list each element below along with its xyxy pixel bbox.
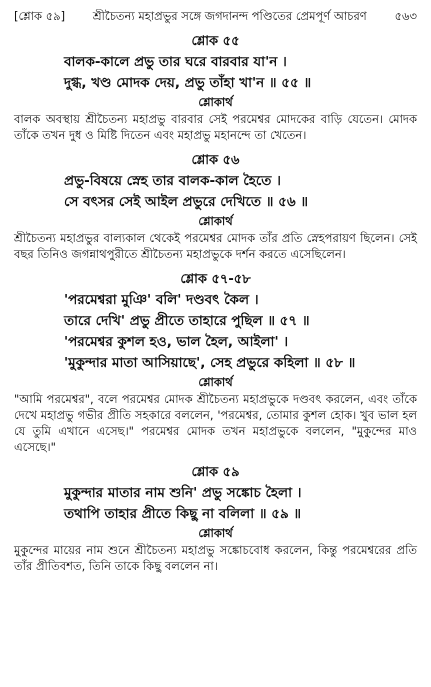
running-header (14, 8, 417, 24)
verse-text (64, 171, 417, 213)
translation-paragraph: মুকুন্দের মায়ের নাম শুনে শ্রীচৈতন্য মহাপ্রভু সঙ্কোচবোধ করলেন, কিন্তু পরমেশ্বরের প্রতি তাঁর প্রীতিবশত, তিনি তাকে কিছু বললেন না। (14, 543, 417, 573)
verse-line: 'পরমেশ্বর কুশল হও, ভাল হৈল, আইলা' । (64, 334, 289, 350)
verse-line: দুগ্ধ, খণ্ড মোদক দেয়, প্রভু তাঁহা খা'ন ॥ ৫৫ ॥ (64, 75, 312, 91)
verse-text (64, 483, 417, 525)
translation-heading: শ্লোকার্থ (198, 526, 233, 540)
verse-section-56 (14, 151, 417, 262)
verse-line: বালক-কালে প্রভু তার ঘরে বারবার যা'ন । (64, 54, 287, 70)
verse-line: মুকুন্দার মাতার নাম শুনি' প্রভু সঙ্কোচ হৈলা । (64, 485, 302, 501)
verse-section-55 (14, 32, 417, 143)
verse-line: প্রভু-বিষয়ে স্নেহ তার বালক-কাল হৈতে । (64, 173, 281, 189)
verse-label: শ্লোক ৫৭-৫৮ (180, 272, 251, 287)
verse-line: সে বৎসর সেই আইল প্রভুরে দেখিতে ॥ ৫৬ ॥ (64, 194, 308, 210)
verse-label: শ্লোক ৫৯ (191, 465, 240, 480)
verse-line: তথাপি তাহার প্রীতে কিছু না বলিলা ॥ ৫৯ ॥ (64, 506, 302, 522)
translation-paragraph: "আমি পরমেশ্বর", বলে পরমেশ্বর মোদক শ্রীচৈতন্য মহাপ্রভুকে দণ্ডবৎ করলেন, এবং তাঁকে দেখে মহাপ্রভু গভীর প্রীতি সহকারে বললেন, 'পরমেশ্বর, তোমার কুশল হোক। খুব ভাল হল যে তুমি এখানে এসেছ।" পরমেশ্বর মোদক তখন মহাপ্রভুকে বললেন, "মুকুন্দের মাও এসেছে।" (14, 392, 417, 454)
verse-section-57-58 (14, 270, 417, 455)
verse-line: 'মুকুন্দার মাতা আসিয়াছে', সেহ প্রভুরে কহিলা ॥ ৫৮ ॥ (64, 355, 356, 371)
verse-section-59 (14, 463, 417, 574)
translation-heading: শ্লোকার্থ (198, 214, 233, 228)
verse-line: 'পরমেশ্বরা মুঞি' বলি' দণ্ডবৎ কৈল । (64, 292, 259, 308)
verse-line: তারে দেখি' প্রভু প্রীতে তাহারে পুছিল ॥ ৫৭ ॥ (64, 313, 310, 329)
verse-label: শ্লোক ৫৫ (191, 34, 240, 49)
page-number: ৫৬৩ (394, 9, 417, 23)
translation-heading: শ্লোকার্থ (198, 95, 233, 109)
verse-text (64, 52, 417, 94)
header-verse-ref: [শ্লোক ৫৯] (14, 9, 66, 23)
translation-paragraph: বালক অবস্থায় শ্রীচৈতন্য মহাপ্রভু বারবার সেই পরমেশ্বর মোদকের বাড়ি যেতেন। মোদক তাঁকে তখন দুধ ও মিষ্টি দিতেন এবং মহাপ্রভু মহানন্দে তা খেতেন। (14, 112, 417, 142)
translation-heading: শ্লোকার্থ (198, 375, 233, 389)
verse-label: শ্লোক ৫৬ (191, 153, 240, 168)
verse-text (64, 290, 417, 374)
translation-paragraph: শ্রীচৈতন্য মহাপ্রভুর বাল্যকাল থেকেই পরমেশ্বর মোদক তাঁর প্রতি স্নেহপরায়ণ ছিলেন। সেই বছর তিনিও জগন্নাথপুরীতে শ্রীচৈতন্য মহাপ্রভুকে দর্শন করতে এসেছিলেন। (14, 231, 417, 261)
header-chapter-title: শ্রীচৈতন্য মহাপ্রভুর সঙ্গে জগদানন্দ পণ্ডিতের প্রেমপূর্ণ আচরণ (92, 9, 367, 23)
